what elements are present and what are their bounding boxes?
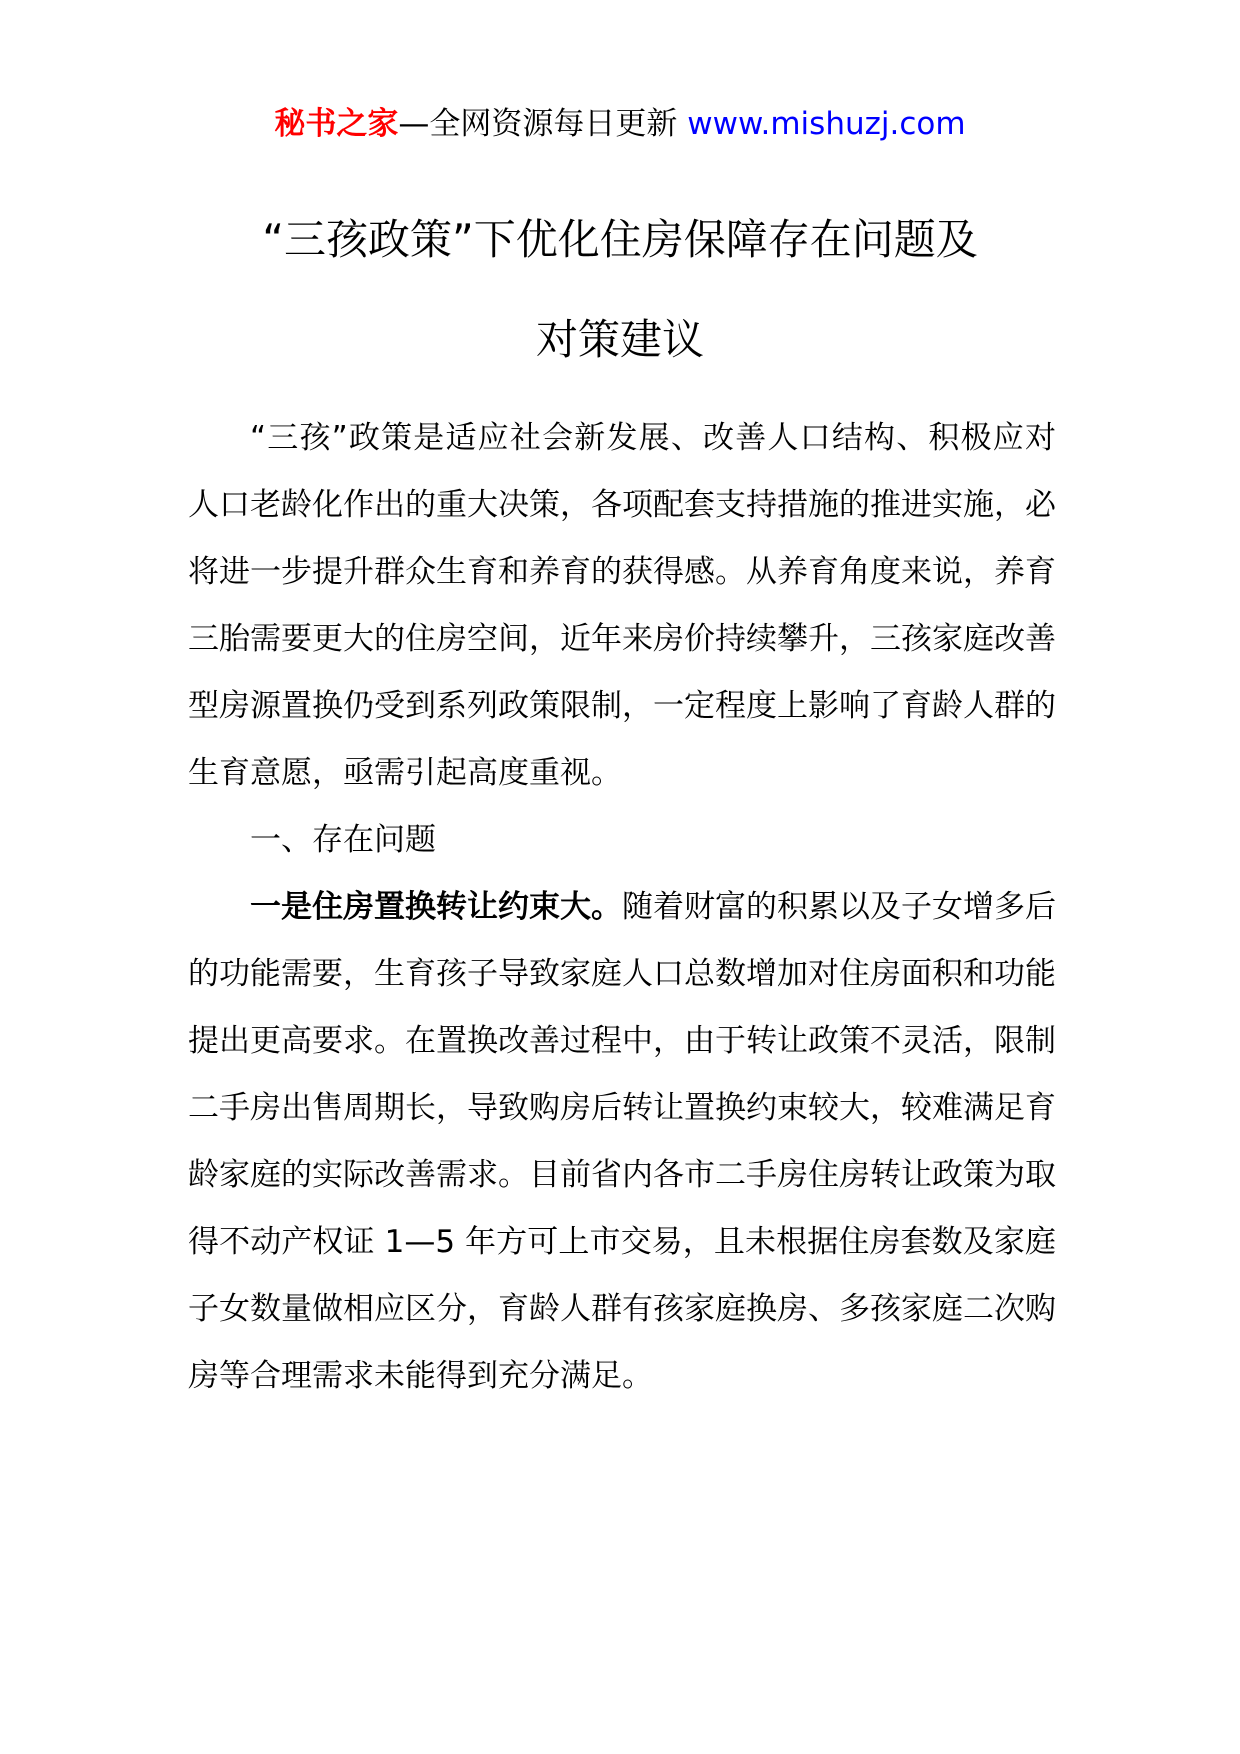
document-body [188, 405, 1056, 1410]
document-title-line-2: 对策建议 [535, 315, 704, 364]
point-1-body: 随着财富的积累以及子女增多后的功能需要，生育孩子导致家庭人口总数增加对住房面积和功能提出更高要求。在置换改善过程中，由于转让政策不灵活，限制二手房出售周期长，导致购房后转让置换约束较大，较难满足育龄家庭的实际改善需求。目前省内各市二手房住房转让政策为取得不动产权证 1—5 年方可上市交易，且未根据住房套数及家庭子女数量做相应区分，育龄人群有孩家庭换房、多孩家庭二次购房等合理需求未能得到充分满足。 [188, 889, 1056, 1394]
site-url-link[interactable]: www.mishuzj.com [687, 106, 966, 142]
document-title [170, 190, 1070, 390]
site-header [0, 100, 1240, 148]
site-tagline: —全网资源每日更新 [398, 106, 688, 142]
intro-paragraph: “三孩”政策是适应社会新发展、改善人口结构、积极应对人口老龄化作出的重大决策，各项配套支持措施的推进实施，必将进一步提升群众生育和养育的获得感。从养育角度来说，养育三胎需要更大的住房空间，近年来房价持续攀升，三孩家庭改善型房源置换仍受到系列政策限制，一定程度上影响了育龄人群的生育意愿，亟需引起高度重视。 [188, 420, 1056, 791]
document-title-line-1: “三孩政策”下优化住房保障存在问题及 [262, 215, 978, 264]
point-1-paragraph [188, 874, 1056, 1410]
section-heading-problems: 一、存在问题 [250, 822, 436, 858]
site-name: 秘书之家 [274, 106, 399, 142]
point-1-lead: 一是住房置换转让约束大。 [250, 889, 622, 925]
